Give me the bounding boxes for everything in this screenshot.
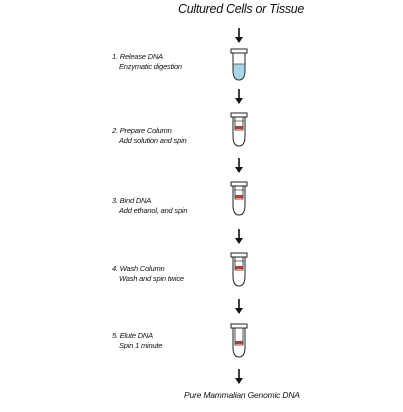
step-heading: 2. Prepare Column bbox=[112, 126, 172, 135]
step-1-label bbox=[112, 52, 182, 72]
step-3-label bbox=[112, 196, 187, 216]
spin-column-icon bbox=[229, 252, 249, 288]
step-5-label bbox=[112, 331, 162, 351]
diagram-footer: Pure Mammalian Genomic DNA bbox=[184, 390, 300, 400]
step-heading: 1. Release DNA bbox=[112, 52, 163, 61]
step-heading: 4. Wash Column bbox=[112, 264, 165, 273]
down-arrow-icon bbox=[233, 298, 245, 316]
step-heading: 3. Bind DNA bbox=[112, 196, 152, 205]
step-2-label bbox=[112, 126, 187, 146]
down-arrow-icon bbox=[233, 27, 245, 45]
spin-column-icon bbox=[229, 112, 249, 148]
step-detail: Wash and spin twice bbox=[119, 274, 184, 283]
down-arrow-icon bbox=[233, 157, 245, 175]
diagram-title: Cultured Cells or Tissue bbox=[178, 2, 305, 16]
step-detail: Add solution and spin bbox=[119, 136, 187, 145]
step-detail: Add ethanol, and spin bbox=[119, 206, 188, 215]
step-detail: Enzymatic digestion bbox=[119, 62, 182, 71]
step-heading: 5. Elute DNA bbox=[112, 331, 153, 340]
elution-tube-icon bbox=[229, 323, 249, 359]
step-4-label bbox=[112, 264, 184, 284]
step-detail: Spin 1 minute bbox=[119, 341, 163, 350]
microcentrifuge-tube-icon bbox=[229, 48, 249, 82]
down-arrow-icon bbox=[233, 88, 245, 106]
down-arrow-icon bbox=[233, 228, 245, 246]
spin-column-icon bbox=[229, 181, 249, 217]
down-arrow-icon bbox=[233, 368, 245, 386]
